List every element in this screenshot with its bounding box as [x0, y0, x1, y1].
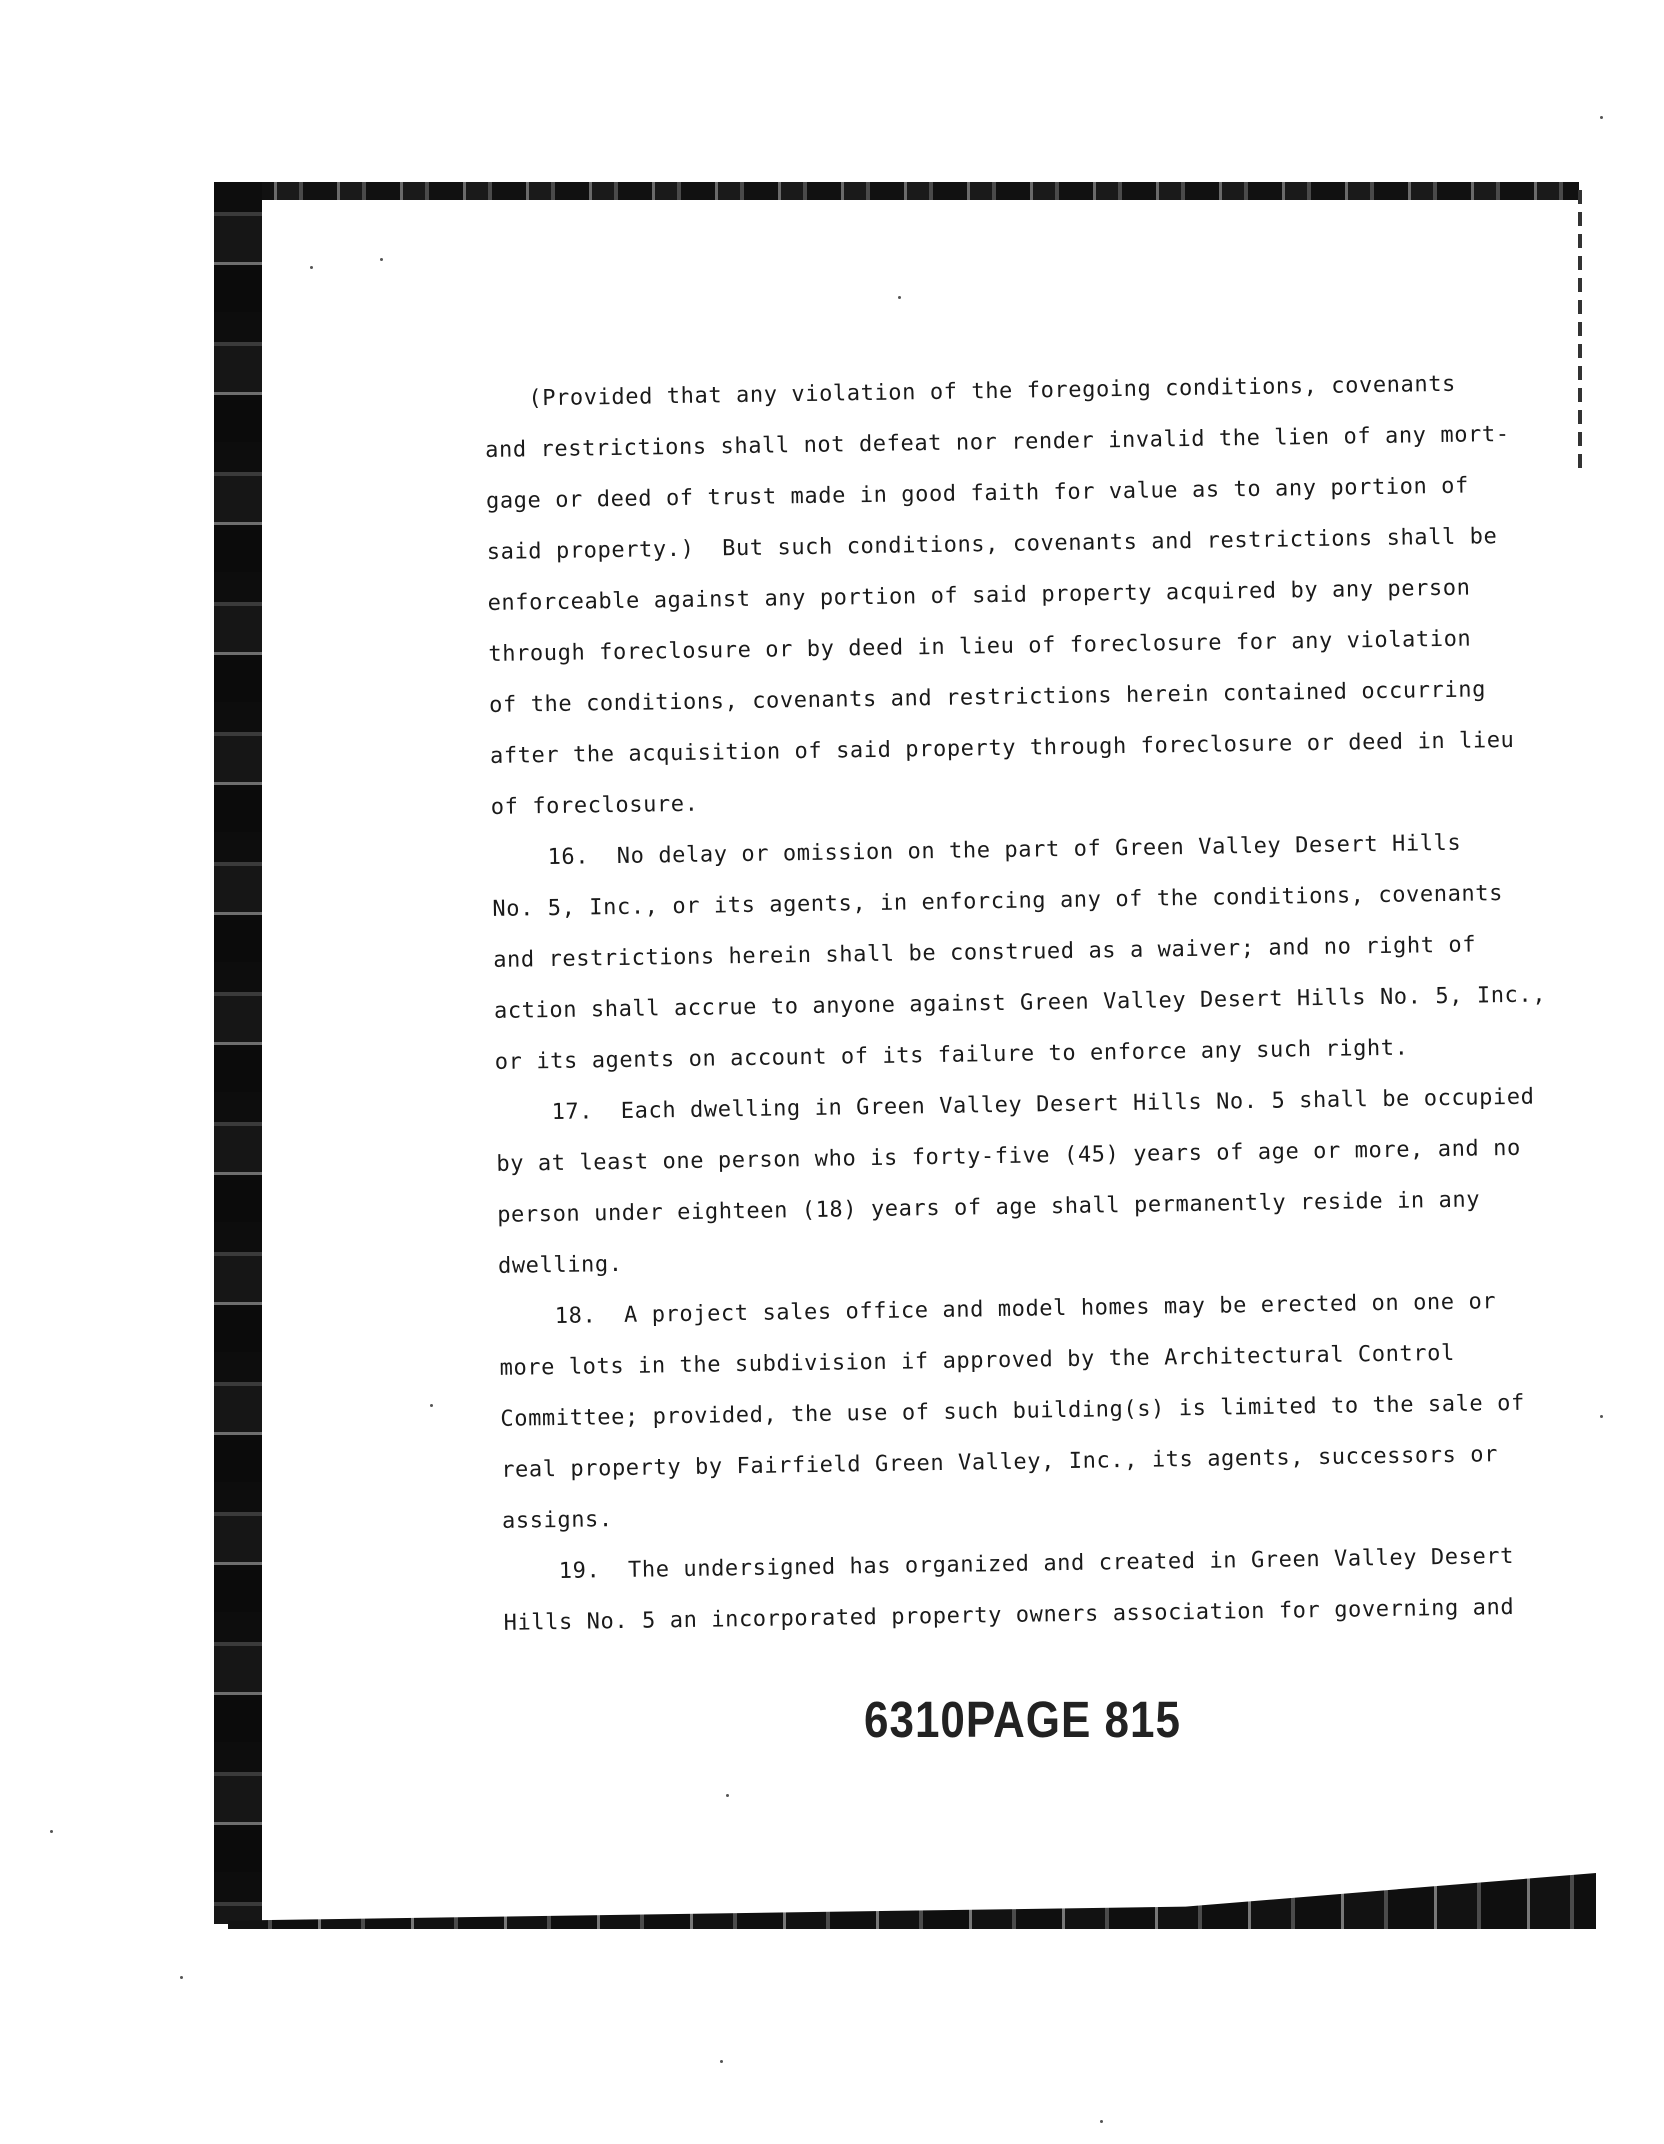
text-line: of foreclosure.	[490, 791, 699, 820]
paragraph-17-start: 17. Each dwelling in Green Valley Desert Hills No. 5 shall be occupied	[551, 1084, 1535, 1126]
text-line: after the acquisition of said property through foreclosure or deed in lieu	[489, 727, 1515, 769]
text-line: and restrictions shall not defeat nor render invalid the lien of any mort-	[485, 421, 1510, 463]
scan-speck	[898, 296, 901, 299]
text-line: and restrictions herein shall be construed as a waiver; and no right of	[493, 932, 1477, 973]
text-line: said property.) But such conditions, covenants and restrictions shall be	[486, 524, 1498, 565]
text-line: gage or deed of trust made in good faith for value as to any portion of	[485, 473, 1470, 514]
text-line: action shall accrue to anyone against Green Valley Desert Hills No. 5, Inc.,	[493, 982, 1547, 1024]
text-line: assigns.	[501, 1507, 613, 1534]
text-line: (Provided that any violation of the foregoing conditions, covenants	[528, 371, 1457, 412]
paragraph-16-start: 16. No delay or omission on the part of Green Valley Desert Hills	[547, 830, 1462, 871]
scan-speck	[50, 1830, 53, 1833]
text-line: of the conditions, covenants and restrictions herein contained occurring	[489, 677, 1487, 718]
scan-border-left	[214, 182, 262, 1924]
text-line: No. 5, Inc., or its agents, in enforcing any of the conditions, covenants	[492, 881, 1504, 922]
scan-border-top	[214, 182, 1579, 200]
text-line: dwelling.	[497, 1251, 623, 1279]
text-line: real property by Fairfield Green Valley, Inc., its agents, successors or	[501, 1442, 1499, 1483]
scan-speck	[1600, 116, 1603, 119]
scan-speck	[380, 258, 383, 261]
text-line: by at least one person who is forty-five (45) years of age or more, and no	[496, 1135, 1522, 1177]
paragraph-19-start: 19. The undersigned has organized and created in Green Valley Desert	[558, 1543, 1515, 1584]
scan-speck	[1100, 2120, 1103, 2123]
text-line: more lots in the subdivision if approved by the Architectural Control	[499, 1340, 1456, 1381]
paragraph-18-start: 18. A project sales office and model homes may be erected on one or	[554, 1289, 1497, 1330]
scan-speck	[720, 2060, 723, 2063]
text-line: or its agents on account of its failure to enforce any such right.	[494, 1035, 1409, 1075]
text-line: enforceable against any portion of said property acquired by any person	[487, 575, 1471, 616]
scan-border-right	[1578, 190, 1582, 470]
scan-speck	[1600, 1415, 1603, 1418]
scan-speck	[430, 1404, 433, 1407]
text-line: through foreclosure or by deed in lieu of foreclosure for any violation	[488, 626, 1472, 667]
scan-speck	[310, 266, 313, 269]
book-page-stamp: 6310PAGE 815	[864, 1692, 1181, 1749]
text-line: person under eighteen (18) years of age shall permanently reside in any	[497, 1187, 1481, 1228]
scan-speck	[726, 1794, 729, 1797]
document-body	[484, 358, 1547, 1649]
text-line: Hills No. 5 an incorporated property owners association for governing and	[503, 1594, 1515, 1636]
text-line: Committee; provided, the use of such building(s) is limited to the sale of	[500, 1390, 1526, 1432]
scan-speck	[180, 1976, 183, 1979]
